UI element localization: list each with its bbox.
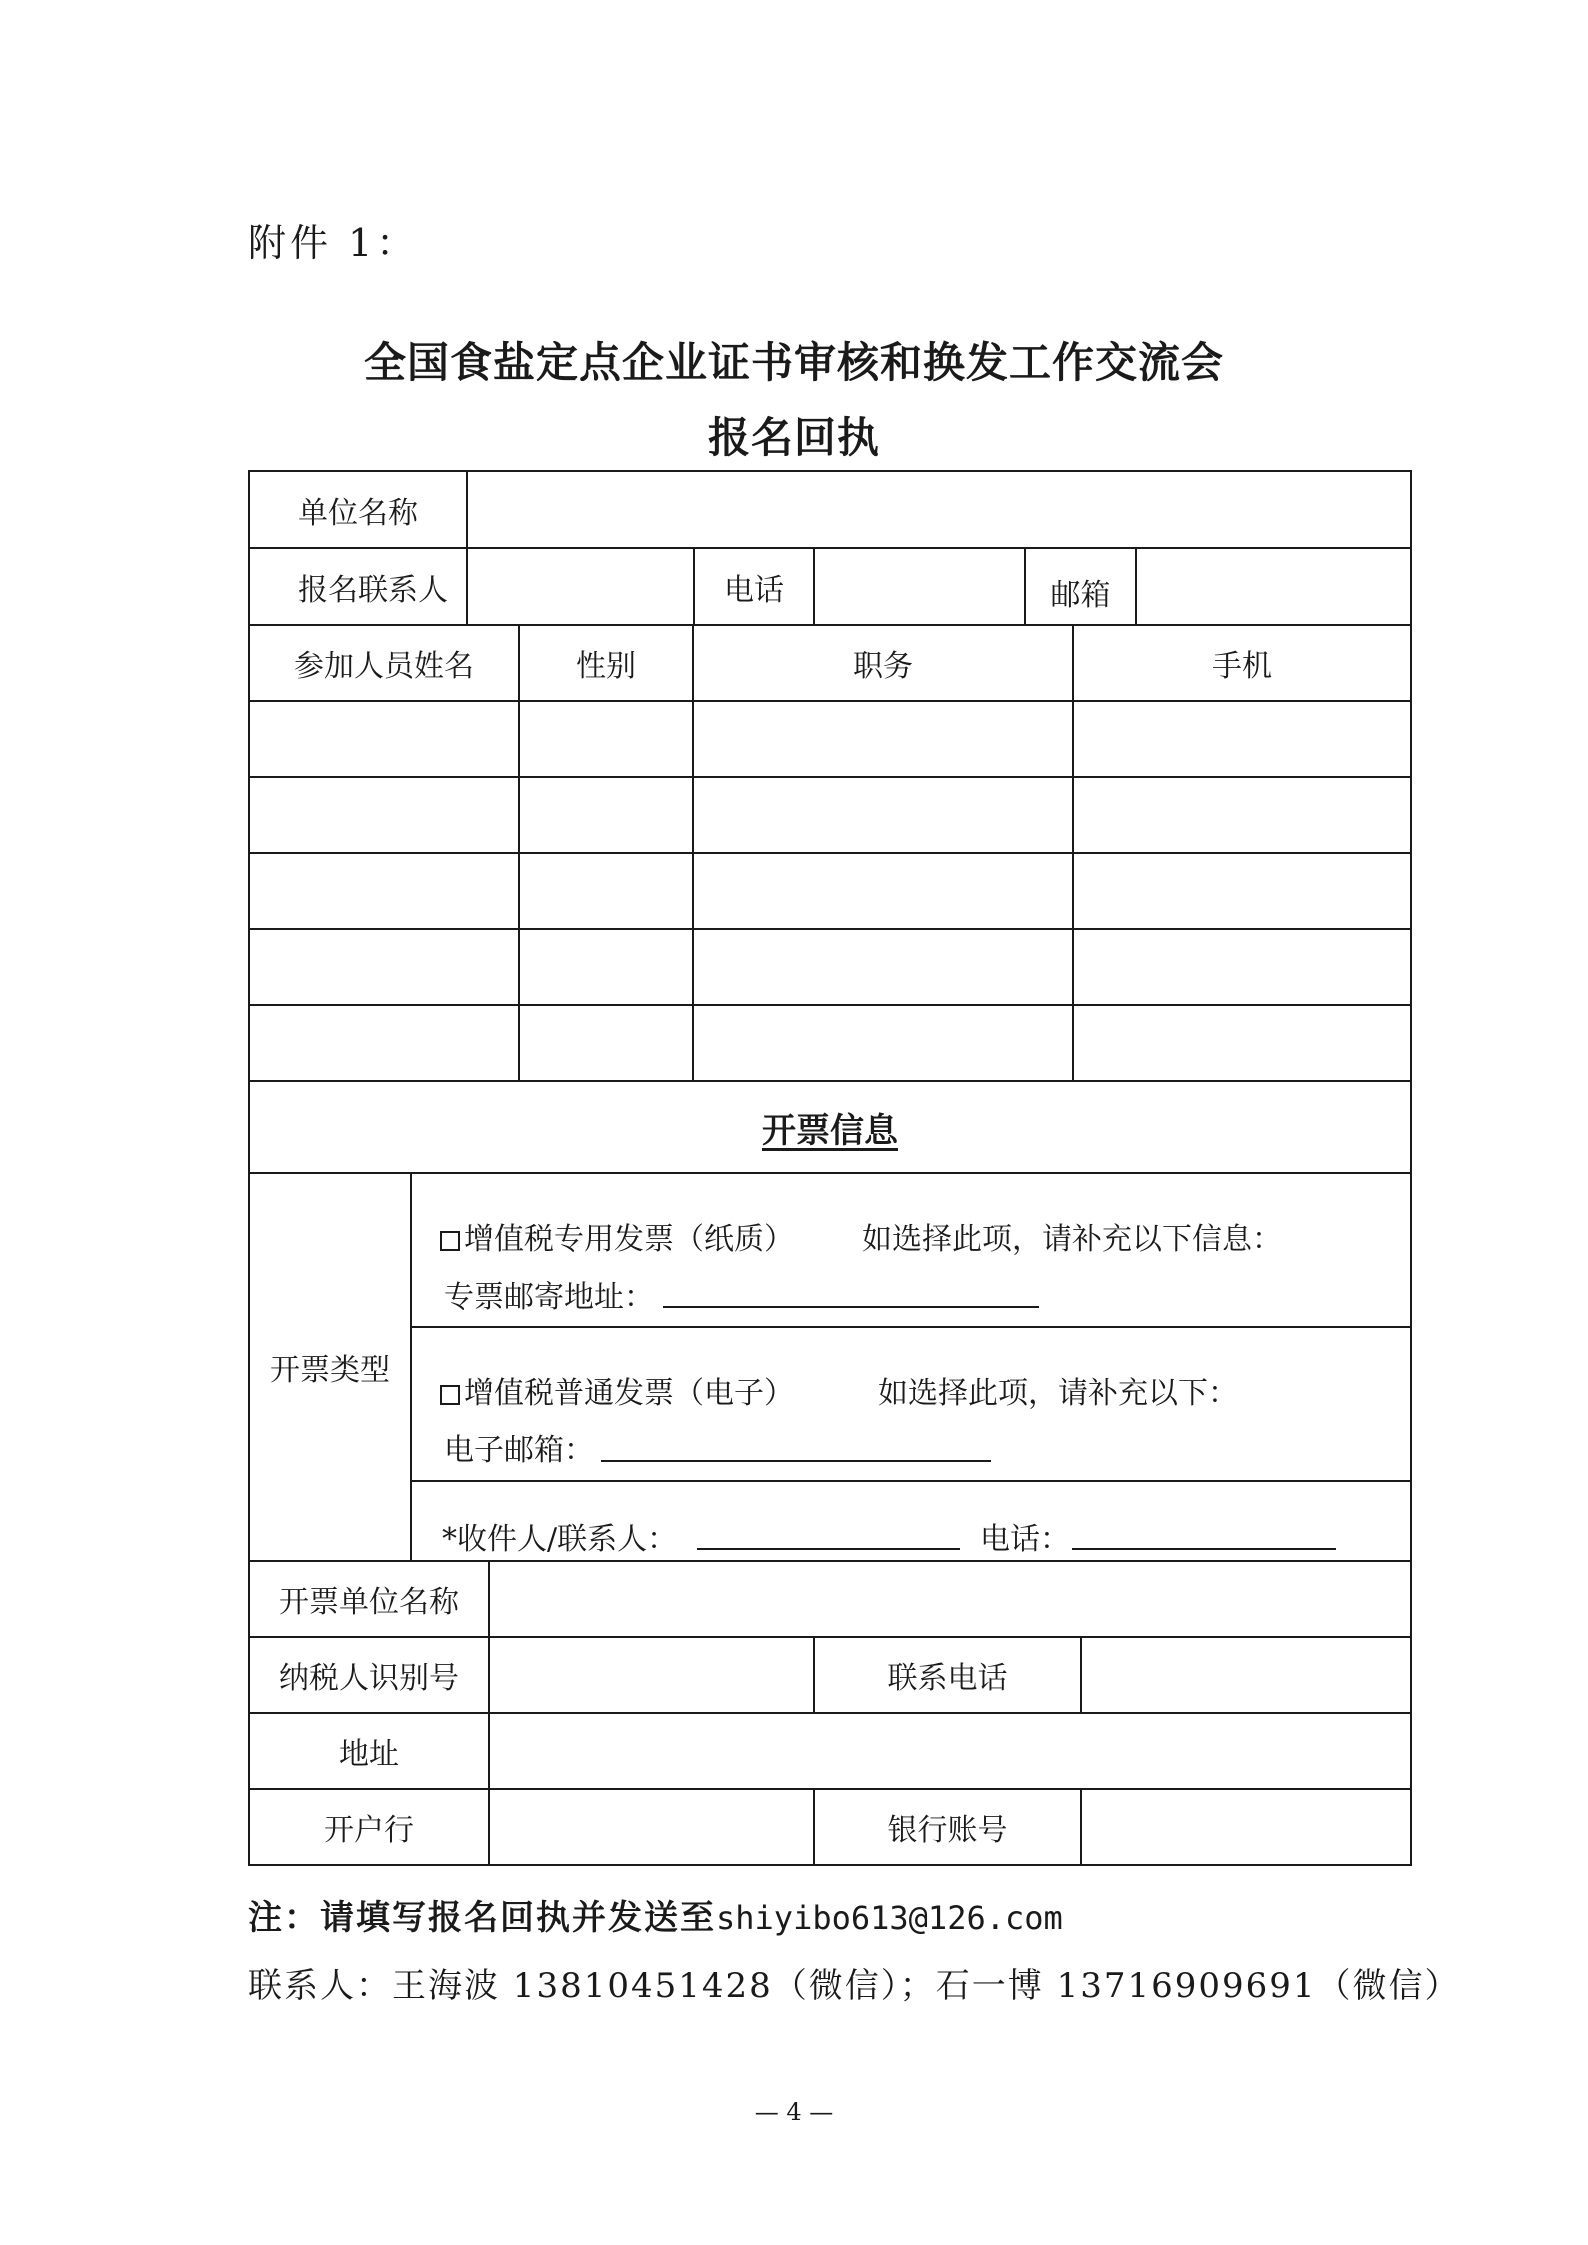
contact-line: 联系人：王海波 13810451428（微信）；石一博 13716909691（微信） xyxy=(248,1966,1461,2006)
participant-row-4-name[interactable] xyxy=(250,930,518,1004)
option-special-invoice-note: 如选择此项，请补充以下信息： xyxy=(862,1222,1282,1257)
contact-person-field[interactable] xyxy=(468,549,693,624)
unit-name-label: 单位名称 xyxy=(298,495,418,531)
contact-phone-label: 联系电话 xyxy=(887,1661,1008,1696)
general-invoice-email-label: 电子邮箱： xyxy=(444,1433,594,1468)
option-general-invoice-note: 如选择此项，请补充以下： xyxy=(878,1376,1238,1411)
email-label: 邮箱 xyxy=(1050,577,1111,613)
invoice-type-label: 开票类型 xyxy=(270,1353,390,1388)
account-field[interactable] xyxy=(1082,1790,1410,1864)
phone-field[interactable] xyxy=(815,549,1024,624)
submission-note xyxy=(248,1890,1063,1939)
email-field[interactable] xyxy=(1137,549,1410,624)
bank-label: 开户行 xyxy=(324,1813,414,1848)
participant-mobile-header: 手机 xyxy=(1212,649,1272,684)
participant-row-1-name[interactable] xyxy=(250,702,518,776)
address-field[interactable] xyxy=(490,1714,1410,1788)
option-general-invoice[interactable] xyxy=(440,1368,794,1412)
tax-id-field[interactable] xyxy=(490,1638,813,1712)
participant-gender-header: 性别 xyxy=(576,649,636,684)
invoice-unit-name-label: 开票单位名称 xyxy=(279,1585,459,1620)
note-email-link[interactable]: shiyibo613@126.com xyxy=(716,1899,1063,1937)
attachment-label: 附件 1： xyxy=(248,221,419,265)
participant-row-2-name[interactable] xyxy=(250,778,518,852)
account-label: 银行账号 xyxy=(887,1813,1008,1848)
option-special-invoice[interactable] xyxy=(440,1214,794,1258)
recipient-label: *收件人/联系人： xyxy=(442,1522,678,1557)
participant-row-3-name[interactable] xyxy=(250,854,518,928)
invoice-info-heading: 开票信息 xyxy=(762,1110,898,1151)
option-general-invoice-label: 增值税普通发票（电子） xyxy=(464,1376,794,1411)
address-label: 地址 xyxy=(339,1737,399,1772)
page-number: — 4 — xyxy=(754,2098,834,2126)
bank-field[interactable] xyxy=(490,1790,813,1864)
participant-name-header: 参加人员姓名 xyxy=(294,649,474,684)
recipient-line[interactable] xyxy=(697,1548,960,1550)
contact-phone-field[interactable] xyxy=(1082,1638,1410,1712)
option-special-invoice-label: 增值税专用发票（纸质） xyxy=(464,1222,794,1257)
invoice-unit-name-field[interactable] xyxy=(490,1562,1410,1636)
special-invoice-address-line[interactable] xyxy=(663,1306,1039,1308)
recipient-phone-line[interactable] xyxy=(1072,1548,1336,1550)
document-title: 全国食盐定点企业证书审核和换发工作交流会 xyxy=(363,338,1224,387)
contact-person-label: 报名联系人 xyxy=(298,572,448,608)
recipient-phone-label: 电话： xyxy=(980,1522,1070,1557)
general-invoice-email-line[interactable] xyxy=(601,1460,991,1462)
document-subtitle: 报名回执 xyxy=(707,413,880,462)
participant-position-header: 职务 xyxy=(853,649,913,684)
unit-name-field[interactable] xyxy=(468,472,1410,547)
note-prefix: 注：请填写报名回执并发送至 xyxy=(248,1898,716,1938)
tax-id-label: 纳税人识别号 xyxy=(279,1661,459,1696)
special-invoice-address-label: 专票邮寄地址： xyxy=(444,1280,654,1315)
participant-row-5-name[interactable] xyxy=(250,1006,518,1080)
checkbox-general-invoice[interactable] xyxy=(440,1385,460,1405)
phone-label: 电话 xyxy=(724,572,784,608)
checkbox-special-invoice[interactable] xyxy=(440,1231,460,1251)
